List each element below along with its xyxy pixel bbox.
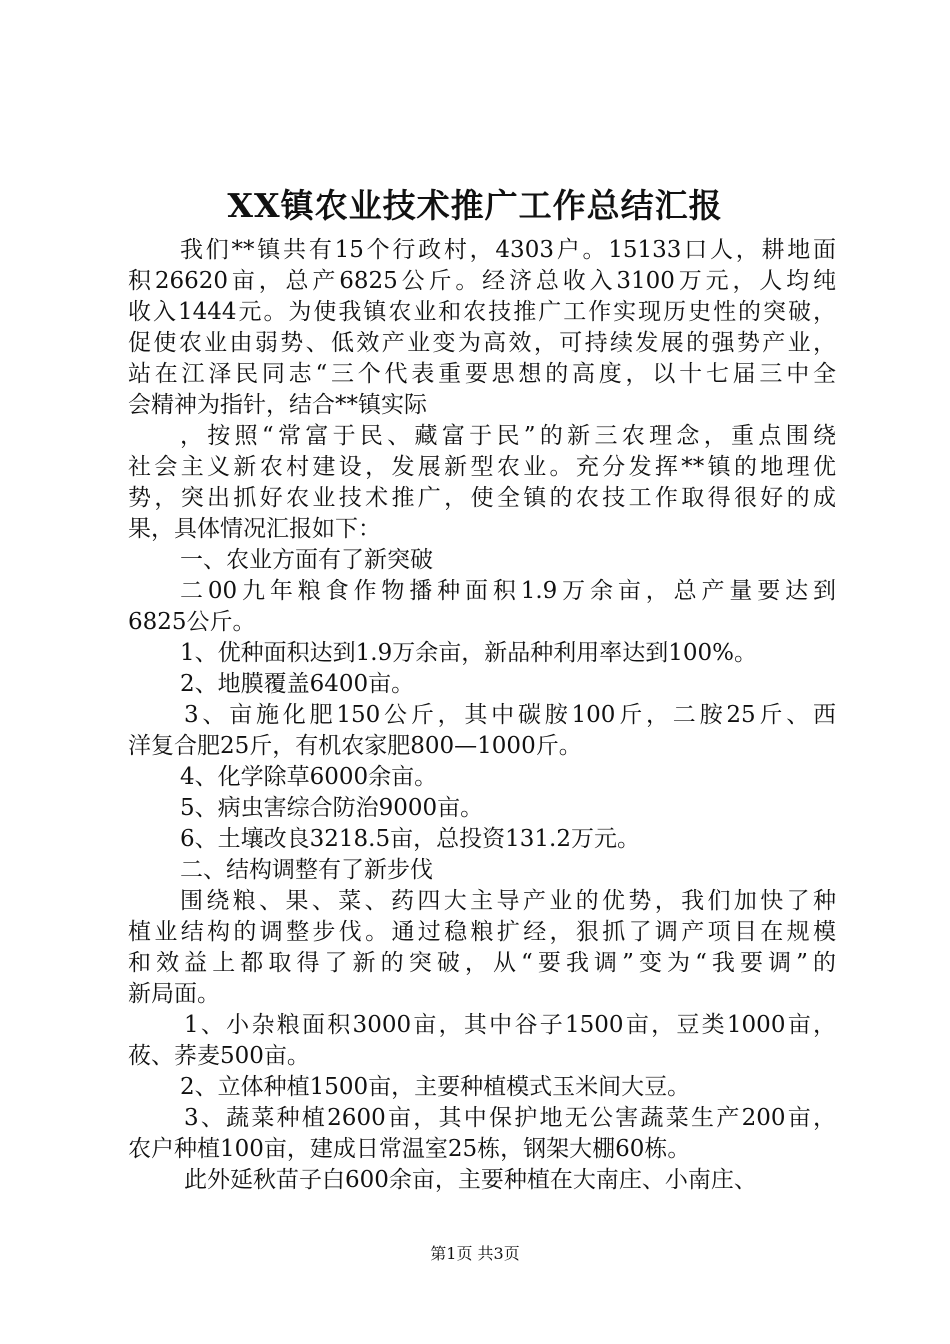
- list-item: 5、病虫害综合防治9000亩。: [180, 795, 484, 821]
- body-line: 会精神为指针，结合**镇实际: [128, 392, 427, 418]
- body-line: 新局面。: [128, 981, 220, 1007]
- section-heading: 一、农业方面有了新突破: [180, 547, 433, 573]
- body-line: 收入1444元。为使我镇农业和农技推广工作实现历史性的突破，: [128, 299, 836, 325]
- document-body: [128, 235, 836, 1196]
- body-line: 站在江泽民同志“三个代表重要思想的高度，以十七届三中全: [128, 361, 836, 387]
- body-line: 此外延秋苗子白600余亩，主要种植在大南庄、小南庄、: [184, 1167, 757, 1193]
- list-item: 2、地膜覆盖6400亩。: [180, 671, 415, 697]
- page-footer: 第1页 共3页: [430, 1244, 520, 1263]
- body-line: 促使农业由弱势、低效产业变为高效，可持续发展的强势产业，: [128, 330, 836, 356]
- body-line: 果，具体情况汇报如下：: [128, 516, 381, 542]
- body-line: 和效益上都取得了新的突破，从“要我调”变为“我要调”的: [128, 950, 836, 976]
- list-item: 1、小杂粮面积3000亩，其中谷子1500亩，豆类1000亩，: [184, 1012, 836, 1038]
- body-line: 社会主义新农村建设，发展新型农业。充分发挥**镇的地理优: [128, 454, 836, 480]
- body-line: 围绕粮、果、菜、药四大主导产业的优势，我们加快了种: [180, 888, 836, 914]
- body-line: 势，突出抓好农业技术推广，使全镇的农技工作取得很好的成: [128, 485, 836, 511]
- list-item: 3、亩施化肥150公斤，其中碳胺100斤，二胺25斤、西: [184, 702, 836, 728]
- list-item: 6、土壤改良3218.5亩，总投资131.2万元。: [180, 826, 640, 852]
- body-line: 二00九年粮食作物播种面积1.9万余亩，总产量要达到: [180, 578, 836, 604]
- list-item: 3、蔬菜种植2600亩，其中保护地无公害蔬菜生产200亩，: [184, 1105, 836, 1131]
- body-line: 洋复合肥25斤，有机农家肥800—1000斤。: [128, 733, 582, 759]
- body-line: 植业结构的调整步伐。通过稳粮扩经，狠抓了调产项目在规模: [128, 919, 836, 945]
- body-line: 6825公斤。: [128, 609, 256, 635]
- list-item: 4、化学除草6000余亩。: [180, 764, 438, 790]
- body-line: ，按照“常富于民、藏富于民”的新三农理念，重点围绕: [180, 423, 836, 449]
- body-line: 农户种植100亩，建成日常温室25栋，钢架大棚60栋。: [128, 1136, 691, 1162]
- section-heading: 二、结构调整有了新步伐: [180, 857, 433, 883]
- document-title: XX镇农业技术推广工作总结汇报: [227, 186, 723, 225]
- list-item: 2、立体种植1500亩，主要种植模式玉米间大豆。: [180, 1074, 691, 1100]
- body-line: 莜、荞麦500亩。: [128, 1043, 310, 1069]
- list-item: 1、优种面积达到1.9万余亩，新品种利用率达到100%。: [180, 640, 757, 666]
- body-line: 我们**镇共有15个行政村，4303户。15133口人，耕地面: [180, 237, 836, 263]
- body-line: 积26620亩，总产6825公斤。经济总收入3100万元，人均纯: [128, 268, 836, 294]
